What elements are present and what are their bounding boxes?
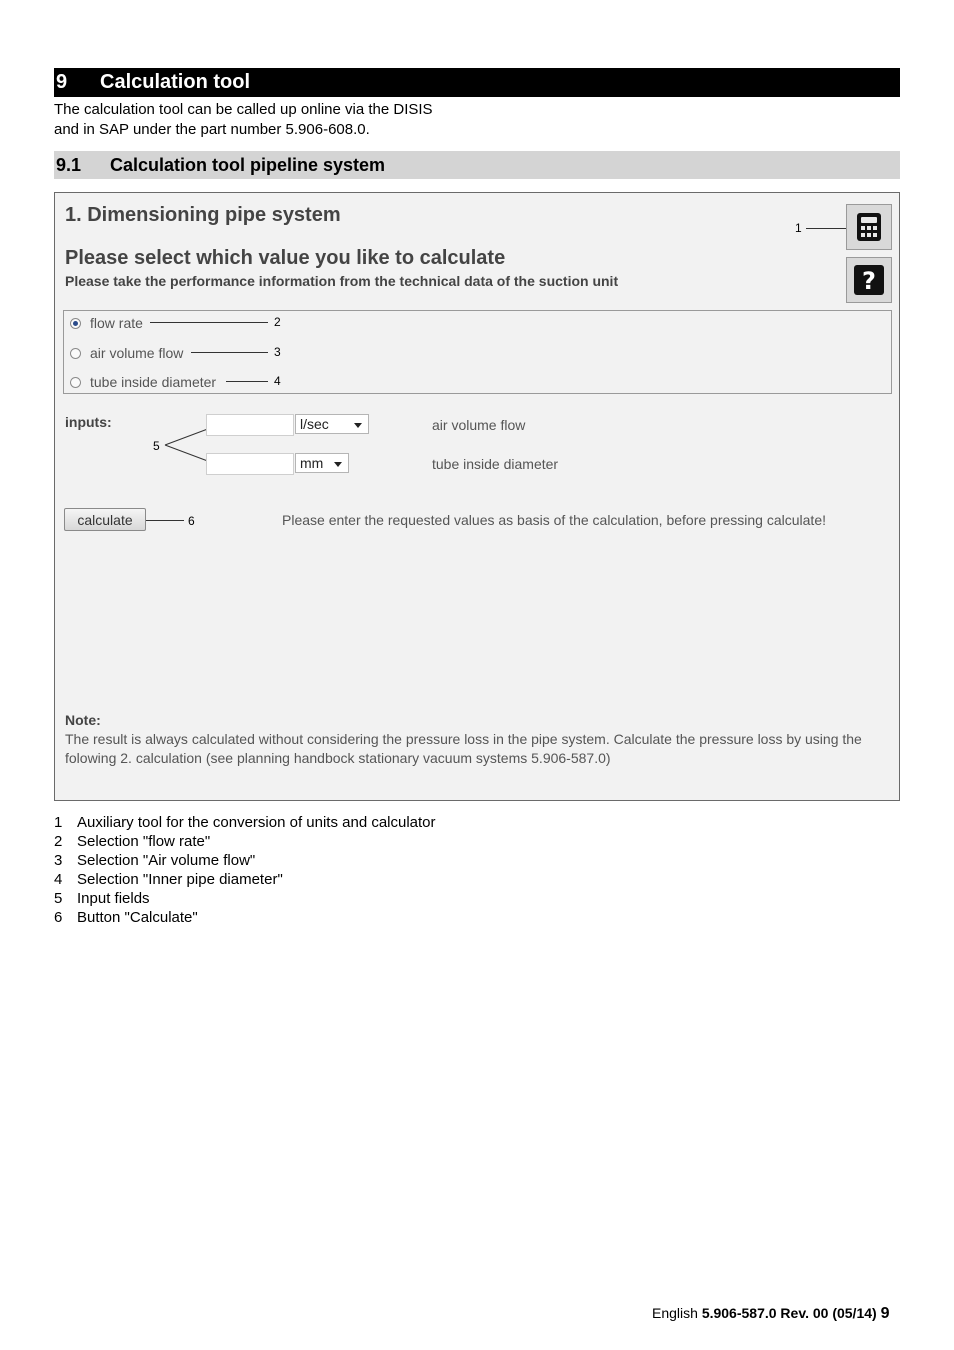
field-description: tube inside diameter [432, 456, 559, 472]
section-number: 9 [56, 71, 68, 93]
section-title: Calculation tool [100, 71, 250, 93]
note-label: Note: [65, 712, 101, 728]
tube-diameter-input[interactable] [206, 453, 294, 475]
legend-text: Button "Calculate" [77, 909, 198, 926]
air-volume-unit-select[interactable] [295, 414, 369, 434]
calculation-tool-screenshot [54, 192, 900, 801]
callout-3: 3 [274, 345, 281, 359]
legend-number: 4 [54, 871, 63, 888]
help-icon [853, 264, 885, 296]
inputs-label: inputs: [65, 414, 112, 430]
legend-item [54, 870, 436, 889]
callout-1: 1 [795, 221, 802, 235]
page-footer [652, 1305, 889, 1323]
legend-text: Selection "flow rate" [77, 833, 211, 850]
legend-number: 1 [54, 814, 63, 831]
callout-6: 6 [188, 514, 195, 528]
air-volume-flow-input[interactable] [206, 414, 294, 436]
callout-leader [150, 322, 268, 323]
figure-legend [54, 813, 436, 927]
footer-language: English [652, 1305, 698, 1321]
page-number: 9 [880, 1305, 890, 1322]
callout-5: 5 [153, 439, 160, 453]
radio-button[interactable] [70, 377, 81, 388]
field-description: air volume flow [432, 417, 526, 433]
legend-item [54, 851, 436, 870]
select-value: mm [300, 455, 324, 471]
radio-button[interactable] [70, 318, 81, 329]
subsection-title: Calculation tool pipeline system [110, 155, 386, 175]
question-title: Please select which value you like to calculate [65, 247, 506, 269]
subsection-heading [54, 151, 900, 179]
radio-label: flow rate [90, 315, 143, 331]
select-value: l/sec [300, 416, 329, 432]
legend-number: 2 [54, 833, 63, 850]
svg-text:?: ? [862, 267, 876, 295]
legend-item [54, 832, 436, 851]
radio-button[interactable] [70, 348, 81, 359]
calculation-choice-group [63, 310, 892, 394]
legend-text: Input fields [77, 890, 150, 907]
intro-line: The calculation tool can be called up online via the DISIS [54, 101, 433, 118]
legend-item [54, 813, 436, 832]
calculate-button[interactable]: calculate [64, 508, 146, 531]
chevron-down-icon [354, 423, 362, 428]
calculator-button[interactable] [846, 204, 892, 250]
callout-leader [226, 381, 268, 382]
footer-document-number: 5.906-587.0 Rev. 00 (05/14) [701, 1305, 877, 1321]
help-button[interactable] [846, 257, 892, 303]
legend-number: 5 [54, 890, 63, 907]
note-text: The result is always calculated without considering the pressure loss in the pipe system. Calculate the pressure loss by using the folowing 2. calculation (see planning handbock stationary vacuum systems 5.906-587.0) [65, 731, 862, 766]
calculator-icon [855, 212, 883, 242]
callout-leader [191, 352, 268, 353]
intro-paragraph [54, 100, 433, 140]
intro-line: and in SAP under the part number 5.906-608.0. [54, 121, 370, 138]
question-subtitle: Please take the performance information from the technical data of the suction unit [65, 273, 619, 289]
radio-flow-rate[interactable] [70, 315, 143, 331]
legend-text: Selection "Air volume flow" [77, 852, 256, 869]
calculate-hint: Please enter the requested values as basis of the calculation, before pressing calculate! [282, 512, 826, 528]
section-heading [54, 68, 900, 97]
legend-number: 6 [54, 909, 63, 926]
callout-4: 4 [274, 374, 281, 388]
subsection-number: 9.1 [56, 155, 82, 175]
legend-text: Selection "Inner pipe diameter" [77, 871, 283, 888]
radio-tube-inside-diameter[interactable] [70, 374, 216, 390]
chevron-down-icon [334, 462, 342, 467]
radio-label: tube inside diameter [90, 374, 217, 390]
radio-air-volume-flow[interactable] [70, 345, 183, 361]
legend-number: 3 [54, 852, 63, 869]
legend-item [54, 908, 436, 927]
tube-diameter-unit-select[interactable] [295, 453, 349, 473]
legend-text: Auxiliary tool for the conversion of units and calculator [77, 814, 436, 831]
radio-label: air volume flow [90, 345, 184, 361]
callout-leader [146, 520, 184, 521]
legend-item [54, 889, 436, 908]
callout-2: 2 [274, 315, 281, 329]
app-title: 1. Dimensioning pipe system [65, 204, 341, 226]
